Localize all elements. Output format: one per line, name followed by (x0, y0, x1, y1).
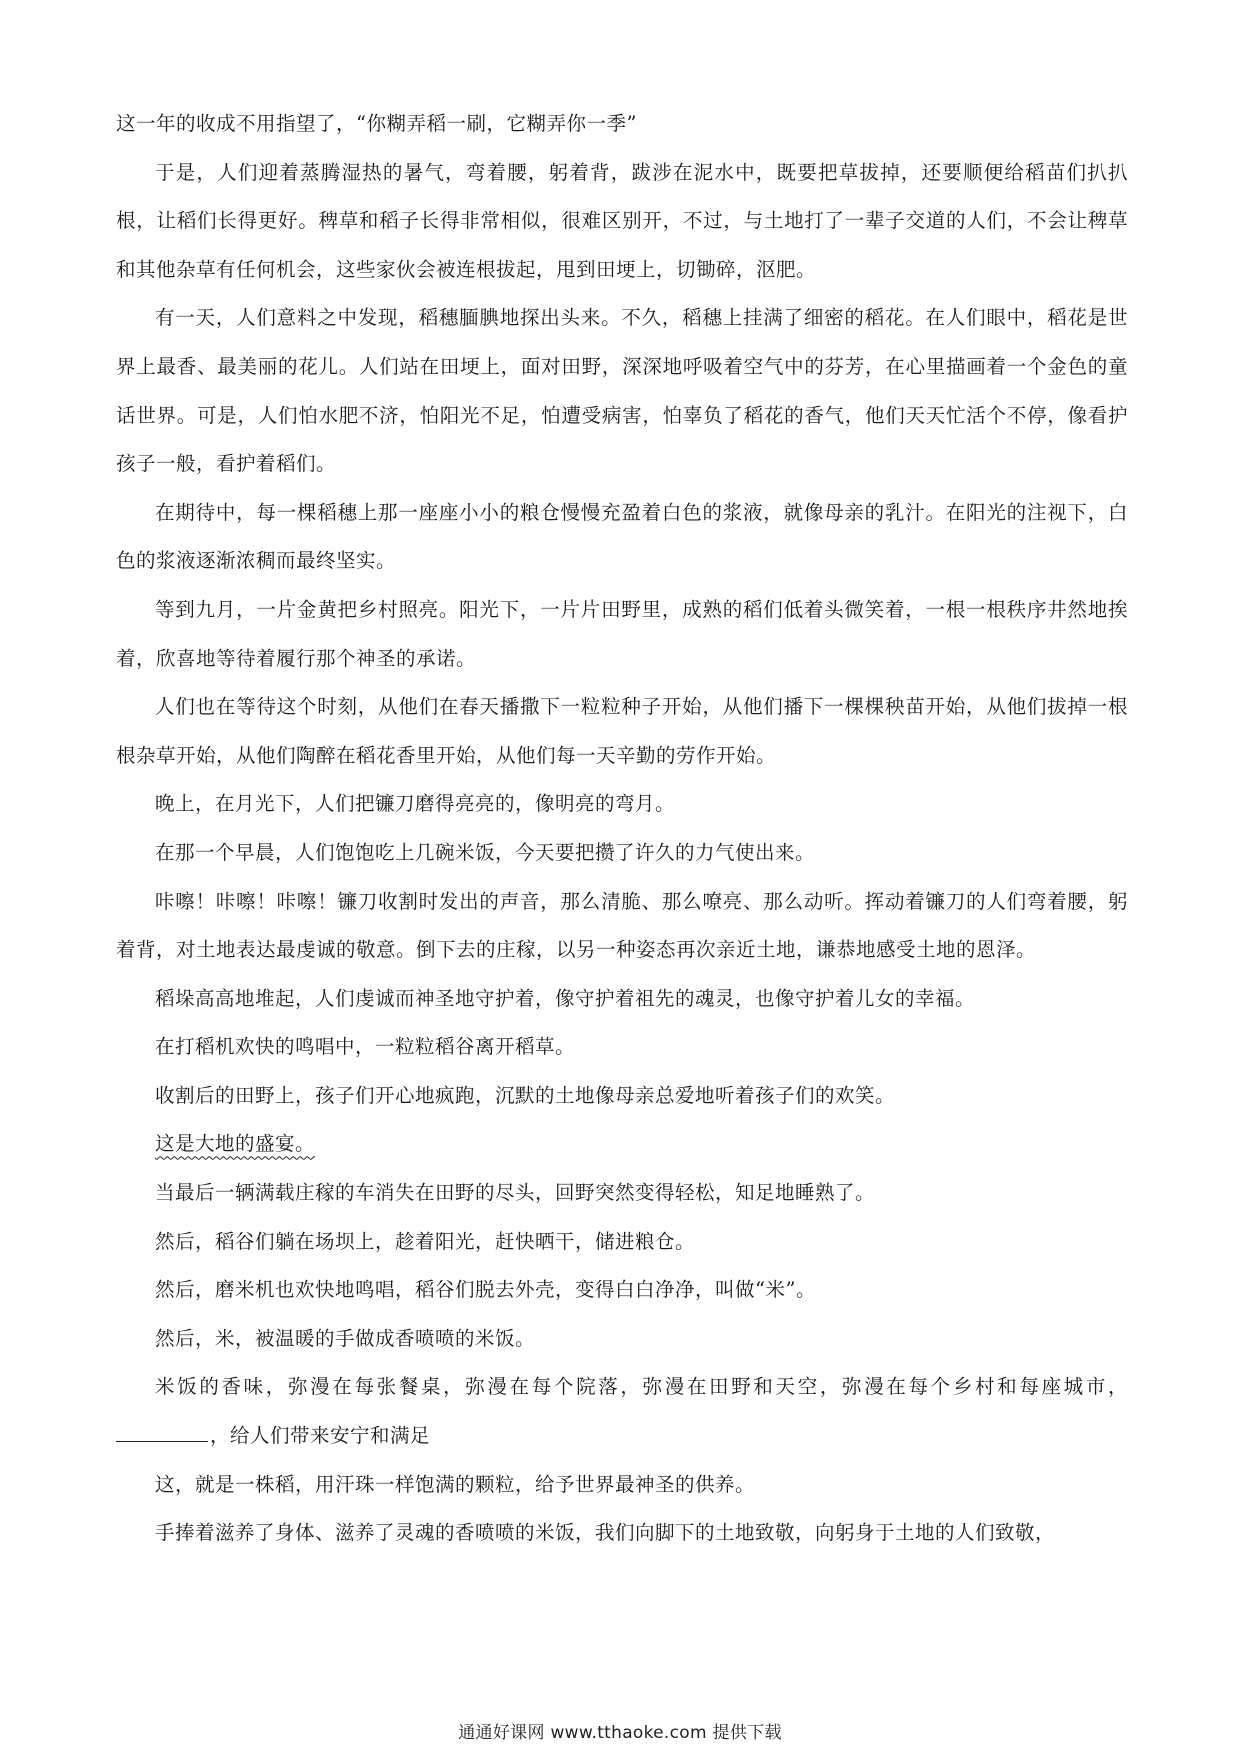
page-footer: 通通好课网 www.tthaoke.com 提供下载 (458, 1723, 782, 1743)
paragraph-18-tail: ，给人们带来安宁和满足 (210, 1424, 431, 1448)
paragraph-19: 这，就是一株稻，用汗珠一样饱满的颗粒，给予世界最神圣的供养。 (155, 1472, 756, 1496)
paragraph-1: 这一年的收成不用指望了，“你糊弄稻一刷，它糊弄你一季” (116, 112, 637, 135)
paragraph-17: 然后，米，被温暖的手做成香喷喷的米饭。 (155, 1326, 536, 1350)
article-body (116, 100, 1128, 1558)
paragraph-16: 然后，磨米机也欢快地鸣唱，稻谷们脱去外壳，变得白白净净，叫做“米”。 (155, 1278, 816, 1302)
paragraph-6: 人们也在等待这个时刻，从他们在春天播撒下一粒粒种子开始，从他们播下一棵棵秧苗开始，从他们拔掉一根根杂草开始，从他们陶醉在稻花香里开始，从他们每一天辛勤的劳作开始。 (116, 695, 1128, 767)
fill-in-blank[interactable] (116, 1421, 208, 1442)
paragraph-5: 等到九月，一片金黄把乡村照亮。阳光下，一片片田野里，成熟的稻们低着头微笑着，一根一根秩序井然地挨着，欣喜地等待着履行那个神圣的承诺。 (116, 597, 1128, 670)
paragraph-10: 稻垛高高地堆起，人们虔诚而神圣地守护着，像守护着祖先的魂灵，也像守护着儿女的幸福。 (155, 986, 976, 1010)
paragraph-18 (116, 1363, 1128, 1460)
paragraph-2: 于是，人们迎着蒸腾湿热的暑气，弯着腰，躬着背，跋涉在泥水中，既要把草拔掉，还要顺便给稻苗们扒扒根，让稻们长得更好。稗草和稻子长得非常相似，很难区别开，不过，与土地打了一辈子交道的人们，不会让稗草和其他杂草有任何机会，这些家伙会被连根拔起，甩到田埂上，切锄碎，沤肥。 (116, 160, 1128, 281)
paragraph-11: 在打稻机欢快的鸣唱中，一粒粒稻谷离开稻草。 (155, 1035, 576, 1059)
paragraph-4: 在期待中，每一棵稻穗上那一座座小小的粮仓慢慢充盈着白色的浆液，就像母亲的乳汁。在阳光的注视下，白色的浆液逐渐浓稠而最终坚实。 (116, 500, 1128, 573)
paragraph-9: 咔嚓！咔嚓！咔嚓！镰刀收割时发出的声音，那么清脆、那么嘹亮、那么动听。挥动着镰刀的人们弯着腰，躬着背，对土地表达最虔诚的敬意。倒下去的庄稼，以另一种姿态再次亲近土地，谦恭地感受土地的恩泽。 (116, 889, 1128, 962)
paragraph-18-text: 米饭的香味，弥漫在每张餐桌，弥漫在每个院落，弥漫在田野和天空，弥漫在每个乡村和每座城市， (155, 1375, 1128, 1399)
paragraph-3: 有一天，人们意料之中发现，稻穗腼腆地探出头来。不久，稻穗上挂满了细密的稻花。在人们眼中，稻花是世界上最香、最美丽的花儿。人们站在田埂上，面对田野，深深地呼吸着空气中的芬芳，在心里描画着一个金色的童话世界。可是，人们怕水肥不济，怕阳光不足，怕遭受病害，怕辜负了稻花的香气，他们天天忙活个不停，像看护孩子一般，看护着稻们。 (116, 306, 1128, 476)
paragraph-14: 当最后一辆满载庄稼的车消失在田野的尽头，回野突然变得轻松，知足地睡熟了。 (155, 1181, 876, 1205)
paragraph-15: 然后，稻谷们躺在场坝上，趁着阳光，赶快晒干，储进粮仓。 (155, 1229, 696, 1253)
paragraph-13 (116, 1120, 1128, 1169)
wavy-underlined-sentence: 这是大地的盛宴。 (155, 1132, 316, 1156)
paragraph-20: 手捧着滋养了身体、滋养了灵魂的香喷喷的米饭，我们向脚下的土地致敬，向躬身于土地的人们致敬， (155, 1521, 1056, 1545)
paragraph-8: 在那一个早晨，人们饱饱吃上几碗米饭，今天要把攒了许久的力气使出来。 (155, 840, 816, 864)
paragraph-7: 晚上，在月光下，人们把镰刀磨得亮亮的，像明亮的弯月。 (155, 792, 676, 816)
paragraph-12: 收割后的田野上，孩子们开心地疯跑，沉默的土地像母亲总爱地听着孩子们的欢笑。 (155, 1083, 896, 1107)
